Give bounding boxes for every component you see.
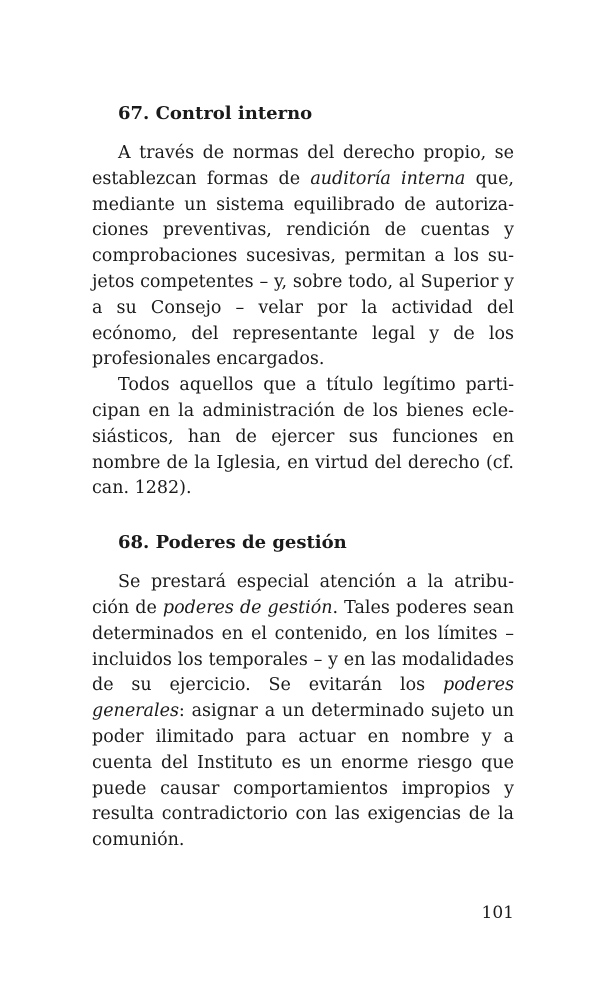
italic-term: auditoría interna xyxy=(310,168,466,189)
paragraph xyxy=(92,373,514,502)
italic-term: poderes de gestión xyxy=(162,597,333,618)
italic-term: poderes generales xyxy=(92,675,514,722)
text-segment: : asignar a un determinado sujeto un poder ilimitado para actuar en nombre y a cuenta del Instituto es un enorme riesgo que puede causar comportamientos impropios y resulta contradictorio con las exigencias de la comunión. xyxy=(92,701,514,851)
page-number: 101 xyxy=(481,903,514,923)
text-segment: Se prestará especial atención a la atribución de xyxy=(92,572,514,618)
text-segment: que, mediante un sistema equilibrado de autorizaciones preventivas, rendición de cuentas y comprobaciones sucesivas, permitan a los sujetos competentes – y, sobre todo, al Superior y a su Consejo – velar por la actividad del ecónomo, del representante legal y de los profesionales encargados. xyxy=(92,168,514,370)
section-heading-67: 67. Control interno xyxy=(118,103,313,124)
text-segment: Todos aquellos que a título legítimo participan en la administración de los bienes eclesiásticos, han de ejercer sus funciones en nombre de la Iglesia, en virtud del derecho (cf. can. 1282). xyxy=(92,375,514,499)
section-heading-68: 68. Poderes de gestión xyxy=(118,532,347,554)
text-segment: A través de normas del derecho propio, se establezcan formas de xyxy=(92,143,514,189)
paragraph xyxy=(92,570,514,854)
text-segment: . Tales poderes sean determinados en el contenido, en los límites – incluidos los temporales – y en las modalidades de su ejercicio. Se evitarán los xyxy=(92,597,514,696)
page-content xyxy=(92,96,514,854)
paragraph xyxy=(92,141,514,373)
